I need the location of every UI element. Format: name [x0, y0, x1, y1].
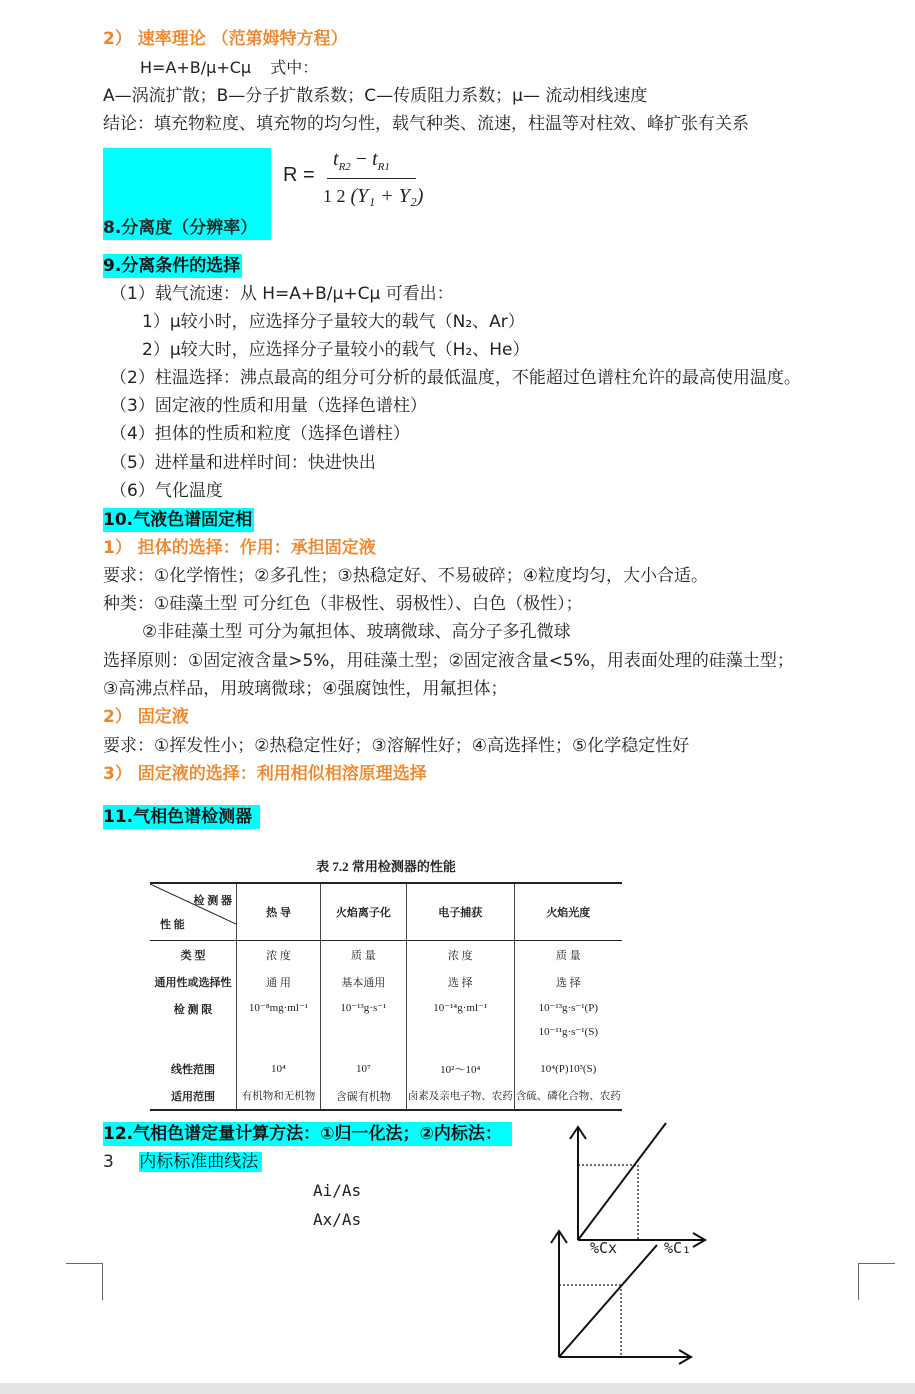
table-cell: 浓 度: [406, 941, 514, 969]
table-header-cell: 热 导: [237, 883, 321, 941]
condition-6: （6）气化温度: [110, 481, 223, 501]
table-cell: [514, 995, 622, 1055]
page-corner-mark-left: [66, 1263, 103, 1300]
detection-limit-p: 10⁻¹³g·s⁻¹(P): [538, 1002, 599, 1014]
ratio-ax-as: Ax/As: [313, 1210, 362, 1229]
row-label: 适用范围: [171, 1090, 215, 1103]
x-label-cx: %Cx: [590, 1239, 618, 1257]
support-selection-heading: 1） 担体的选择：作用：承担固定液: [103, 538, 376, 558]
method-3-title: 内标标准曲线法: [139, 1152, 262, 1172]
method-3-line: [103, 1150, 262, 1174]
stationary-liquid-selection-heading: 3） 固定液的选择：利用相似相溶原理选择: [103, 764, 427, 784]
table-row: [150, 941, 622, 969]
row-label: 通用性或选择性: [154, 976, 232, 989]
terms-definition: A—涡流扩散；B—分子扩散系数；C—传质阻力系数；μ— 流动相线速度: [103, 86, 648, 106]
table-cell: 有机物和无机物: [237, 1082, 321, 1110]
condition-1-sub-2: 2）μ较大时，应选择分子量较小的载气（H₂、He）: [142, 340, 530, 360]
support-requirements: 要求：①化学惰性；②多孔性；③热稳定好、不易破碎；④粒度均匀，大小合适。: [103, 566, 708, 586]
table-cell: 选 择: [406, 968, 514, 995]
table-cell: 含碳有机物: [320, 1082, 406, 1110]
curve-line: [559, 1245, 657, 1357]
row-label: 线性范围: [171, 1063, 215, 1076]
table-cell: 质 量: [514, 941, 622, 969]
formula-numerator: $t_{R2} - t_{R1}$: [333, 148, 390, 173]
conclusion-text: 结论：填充物粒度、填充物的均匀性，载气种类、流速，柱温等对柱效、峰扩张有关系: [103, 114, 749, 134]
row-label: 检 测 限: [173, 1004, 213, 1016]
table-cell: 质 量: [320, 941, 406, 969]
corner-bottom-label: 性 能: [160, 919, 185, 931]
table-cell: 含硫、磷化合物、农药: [514, 1082, 622, 1110]
table-row: [150, 1082, 622, 1110]
rate-theory-number: 2）: [103, 29, 132, 49]
table-cell: 卤素及亲电子物、农药: [406, 1082, 514, 1110]
detection-limit-s: 10⁻¹¹g·s⁻¹(S): [538, 1026, 599, 1038]
stationary-liquid-heading: 2） 固定液: [103, 707, 189, 727]
table-cell: 浓 度: [237, 941, 321, 969]
row-label: 类 型: [180, 949, 206, 962]
resolution-formula: [283, 148, 443, 238]
heading-10-stationary-phase: 10.气液色谱固定相: [103, 510, 253, 530]
corner-top-label: 检 测 器: [193, 895, 232, 907]
stationary-liquid-requirements: 要求：①挥发性小；②热稳定性好；③溶解性好；④高选择性；⑤化学稳定性好: [103, 736, 690, 756]
rate-theory-title: 速率理论 （范第姆特方程）: [137, 29, 348, 49]
table-header-cell: 电子捕获: [406, 883, 514, 941]
van-deemter-line: [140, 56, 318, 80]
table-header-row: [150, 883, 622, 941]
page-bottom-gap: [0, 1383, 915, 1394]
fraction-bar: [327, 178, 416, 179]
heading-11-detectors: 11.气相色谱检测器: [103, 805, 260, 829]
table-cell: 10²～10⁴: [406, 1055, 514, 1082]
table-row: [150, 995, 622, 1055]
table-row: [150, 1055, 622, 1082]
detector-table: [150, 882, 622, 1111]
calibration-curve-lower: [545, 1225, 705, 1365]
table-cell: 10⁴: [237, 1055, 321, 1082]
table-header-cell: 火焰离子化: [320, 883, 406, 941]
heading-12-quantitative: 12.气相色谱定量计算方法：①归一化法；②内标法：: [103, 1122, 512, 1146]
support-kinds-2: ②非硅藻土型 可分为氟担体、玻璃微球、高分子多孔微球: [142, 622, 571, 642]
table-title: 表 7.2 常用检测器的性能: [316, 859, 456, 874]
table-cell: 10⁴(P)10³(S): [514, 1055, 622, 1082]
condition-2: （2）柱温选择：沸点最高的组分可分析的最低温度，不能超过色谱柱允许的最高使用温度。: [110, 368, 801, 388]
heading-9-conditions: 9.分离条件的选择: [103, 256, 241, 276]
condition-1-sub-1: 1）μ较小时，应选择分子量较大的载气（N₂、Ar）: [142, 312, 525, 332]
van-deemter-suffix: 式中：: [270, 58, 319, 77]
formula-denominator: 1 2 (Y₁ + Y₂): [323, 184, 424, 207]
formula-lhs: R =: [283, 164, 315, 186]
table-cell: 选 择: [514, 968, 622, 995]
table-cell: 10⁻¹⁴g·ml⁻¹: [406, 995, 514, 1055]
table-header-cell: 火焰光度: [514, 883, 622, 941]
support-kinds-1: 种类：①硅藻土型 可分红色（非极性、弱极性）、白色（极性）；: [103, 594, 583, 614]
method-3-number: 3: [103, 1152, 114, 1172]
detector-table-figure: [150, 856, 622, 1106]
table-cell: 基本通用: [320, 968, 406, 995]
table-cell: 10⁷: [320, 1055, 406, 1082]
condition-5: （5）进样量和进样时间：快进快出: [110, 453, 376, 473]
table-cell: 10⁻¹³g·s⁻¹: [320, 995, 406, 1055]
half-fraction: 1 2: [323, 186, 346, 207]
table-row: [150, 968, 622, 995]
rate-theory-heading: [103, 27, 348, 51]
ratio-ai-as: Ai/As: [313, 1181, 362, 1200]
table-cell: 10⁻⁸mg·ml⁻¹: [237, 995, 321, 1055]
condition-4: （4）担体的性质和粒度（选择色谱柱）: [110, 424, 410, 444]
heading-8-resolution: 8.分离度（分辨率）: [103, 218, 258, 238]
table-corner-cell: [150, 883, 237, 941]
condition-3: （3）固定液的性质和用量（选择色谱柱）: [110, 396, 427, 416]
van-deemter-formula: H=A+B/μ+Cμ: [140, 58, 252, 77]
selection-principle-2: ③高沸点样品，用玻璃微球；④强腐蚀性，用氟担体；: [103, 679, 508, 699]
selection-principle-1: 选择原则：①固定液含量>5%，用硅藻土型；②固定液含量<5%，用表面处理的硅藻土型；: [103, 651, 794, 671]
table-cell: 通 用: [237, 968, 321, 995]
x-label-c1: %C₁: [664, 1239, 692, 1257]
page-corner-mark-right: [858, 1263, 895, 1300]
curve-line: [578, 1123, 666, 1240]
condition-1: （1）载气流速：从 H=A+B/μ+Cμ 可看出：: [110, 284, 454, 304]
